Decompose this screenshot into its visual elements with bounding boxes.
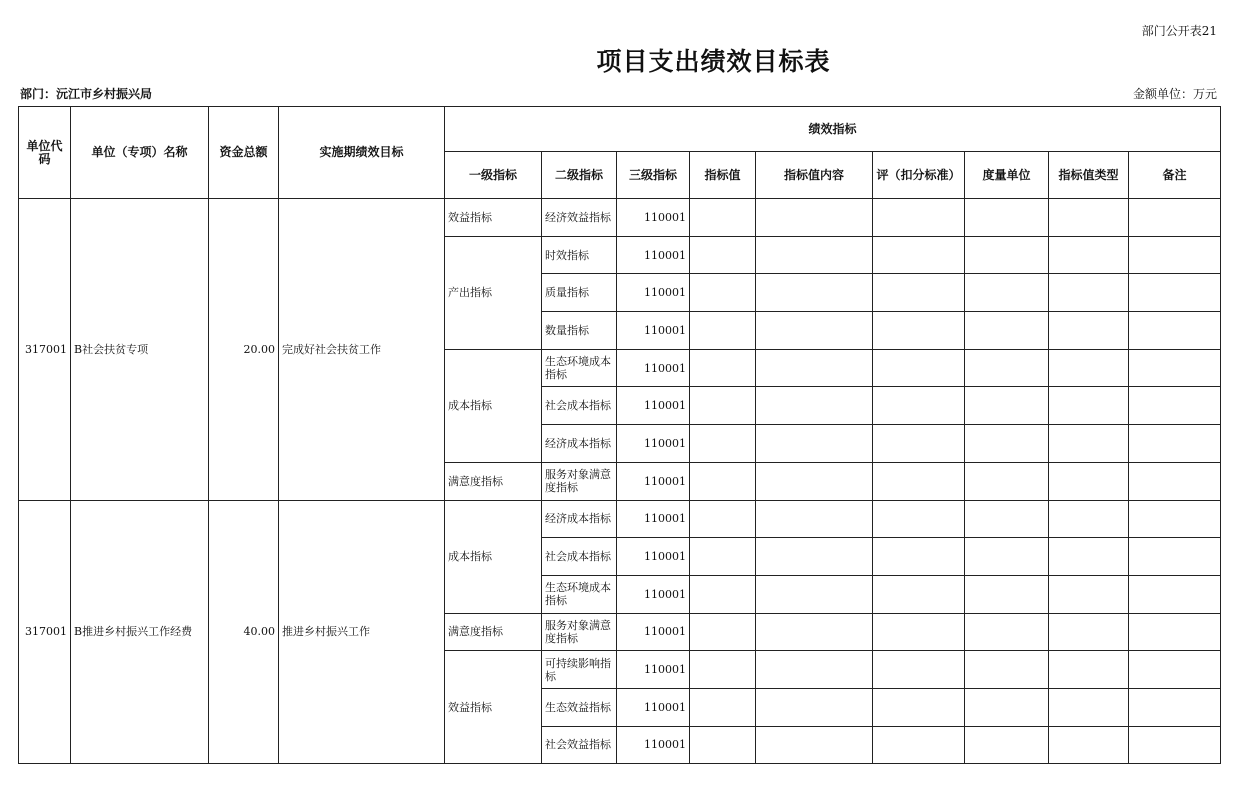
- remark-cell: [1129, 349, 1221, 387]
- value-cell: [690, 462, 756, 500]
- value-type-cell: [1049, 538, 1129, 576]
- value-content-cell: [756, 312, 873, 350]
- measure-unit-cell: [965, 349, 1049, 387]
- header-target: 实施期绩效目标: [279, 107, 445, 199]
- department-label: 部门：沅江市乡村振兴局: [20, 87, 153, 101]
- remark-cell: [1129, 274, 1221, 312]
- value-cell: [690, 425, 756, 463]
- level2-cell: 生态环境成本指标: [542, 349, 617, 387]
- level2-cell: 可持续影响指标: [542, 651, 617, 689]
- page-title: 项目支出绩效目标表: [596, 47, 831, 76]
- value-type-cell: [1049, 274, 1129, 312]
- level2-cell: 服务对象满意度指标: [542, 613, 617, 651]
- level2-cell: 经济成本指标: [542, 425, 617, 463]
- measure-unit-cell: [965, 462, 1049, 500]
- scoring-cell: [873, 500, 965, 538]
- scoring-cell: [873, 312, 965, 350]
- value-cell: [690, 199, 756, 237]
- value-type-cell: [1049, 500, 1129, 538]
- value-cell: [690, 236, 756, 274]
- level3-cell: 110001: [617, 575, 690, 613]
- value-content-cell: [756, 726, 873, 764]
- header-remark: 备注: [1129, 152, 1221, 199]
- value-content-cell: [756, 651, 873, 689]
- level3-cell: 110001: [617, 462, 690, 500]
- measure-unit-cell: [965, 575, 1049, 613]
- value-cell: [690, 387, 756, 425]
- remark-cell: [1129, 538, 1221, 576]
- header-unit-name: 单位（专项）名称: [71, 107, 209, 199]
- scoring-cell: [873, 651, 965, 689]
- value-type-cell: [1049, 387, 1129, 425]
- remark-cell: [1129, 688, 1221, 726]
- remark-cell: [1129, 726, 1221, 764]
- value-cell: [690, 575, 756, 613]
- level1-cell: 成本指标: [445, 349, 542, 462]
- scoring-cell: [873, 688, 965, 726]
- measure-unit-cell: [965, 613, 1049, 651]
- level3-cell: 110001: [617, 688, 690, 726]
- value-content-cell: [756, 613, 873, 651]
- remark-cell: [1129, 575, 1221, 613]
- level1-cell: 效益指标: [445, 199, 542, 237]
- scoring-cell: [873, 425, 965, 463]
- header-level3: 三级指标: [617, 152, 690, 199]
- unit-name-cell: B推进乡村振兴工作经费: [71, 500, 209, 764]
- value-type-cell: [1049, 651, 1129, 689]
- value-content-cell: [756, 462, 873, 500]
- scoring-cell: [873, 274, 965, 312]
- header-value-content: 指标值内容: [756, 152, 873, 199]
- level3-cell: 110001: [617, 387, 690, 425]
- level2-cell: 经济效益指标: [542, 199, 617, 237]
- value-type-cell: [1049, 575, 1129, 613]
- level2-cell: 社会效益指标: [542, 726, 617, 764]
- value-cell: [690, 688, 756, 726]
- remark-cell: [1129, 500, 1221, 538]
- measure-unit-cell: [965, 500, 1049, 538]
- measure-unit-cell: [965, 274, 1049, 312]
- value-content-cell: [756, 199, 873, 237]
- level1-cell: 产出指标: [445, 236, 542, 349]
- level3-cell: 110001: [617, 349, 690, 387]
- value-type-cell: [1049, 312, 1129, 350]
- value-type-cell: [1049, 349, 1129, 387]
- remark-cell: [1129, 312, 1221, 350]
- value-cell: [690, 538, 756, 576]
- level3-cell: 110001: [617, 500, 690, 538]
- scoring-cell: [873, 387, 965, 425]
- value-content-cell: [756, 274, 873, 312]
- level1-cell: 成本指标: [445, 500, 542, 613]
- level3-cell: 110001: [617, 274, 690, 312]
- scoring-cell: [873, 575, 965, 613]
- amount-unit-label: 金额单位：万元: [1132, 87, 1217, 101]
- value-content-cell: [756, 538, 873, 576]
- header-indicators: 绩效指标: [445, 107, 1221, 152]
- value-cell: [690, 613, 756, 651]
- measure-unit-cell: [965, 538, 1049, 576]
- level2-cell: 社会成本指标: [542, 387, 617, 425]
- header-scoring: 评（扣分标准）: [873, 152, 965, 199]
- total-funds-cell: 40.00: [209, 500, 279, 764]
- header-total-funds: 资金总额: [209, 107, 279, 199]
- scoring-cell: [873, 236, 965, 274]
- level1-cell: 满意度指标: [445, 613, 542, 651]
- level1-cell: 效益指标: [445, 651, 542, 764]
- unit-code-cell: 317001: [19, 500, 71, 764]
- value-type-cell: [1049, 425, 1129, 463]
- measure-unit-cell: [965, 688, 1049, 726]
- value-content-cell: [756, 387, 873, 425]
- value-cell: [690, 500, 756, 538]
- measure-unit-cell: [965, 651, 1049, 689]
- level3-cell: 110001: [617, 312, 690, 350]
- value-type-cell: [1049, 613, 1129, 651]
- value-cell: [690, 312, 756, 350]
- value-content-cell: [756, 500, 873, 538]
- table-row: [19, 500, 1221, 538]
- remark-cell: [1129, 199, 1221, 237]
- form-number: 部门公开表21: [1141, 24, 1217, 38]
- remark-cell: [1129, 613, 1221, 651]
- value-type-cell: [1049, 199, 1129, 237]
- level3-cell: 110001: [617, 613, 690, 651]
- value-type-cell: [1049, 462, 1129, 500]
- scoring-cell: [873, 462, 965, 500]
- level2-cell: 服务对象满意度指标: [542, 462, 617, 500]
- value-cell: [690, 349, 756, 387]
- measure-unit-cell: [965, 312, 1049, 350]
- level3-cell: 110001: [617, 538, 690, 576]
- value-cell: [690, 651, 756, 689]
- unit-name-cell: B社会扶贫专项: [71, 199, 209, 501]
- remark-cell: [1129, 651, 1221, 689]
- header-level1: 一级指标: [445, 152, 542, 199]
- level2-cell: 经济成本指标: [542, 500, 617, 538]
- value-content-cell: [756, 236, 873, 274]
- level3-cell: 110001: [617, 236, 690, 274]
- performance-table: [18, 106, 1221, 764]
- target-cell: 推进乡村振兴工作: [279, 500, 445, 764]
- level1-cell: 满意度指标: [445, 462, 542, 500]
- level2-cell: 社会成本指标: [542, 538, 617, 576]
- measure-unit-cell: [965, 726, 1049, 764]
- measure-unit-cell: [965, 425, 1049, 463]
- level2-cell: 质量指标: [542, 274, 617, 312]
- table-row: [19, 199, 1221, 237]
- header-level2: 二级指标: [542, 152, 617, 199]
- value-content-cell: [756, 575, 873, 613]
- header-value: 指标值: [690, 152, 756, 199]
- level3-cell: 110001: [617, 726, 690, 764]
- level3-cell: 110001: [617, 199, 690, 237]
- scoring-cell: [873, 199, 965, 237]
- header-measure-unit: 度量单位: [965, 152, 1049, 199]
- level2-cell: 生态效益指标: [542, 688, 617, 726]
- level3-cell: 110001: [617, 425, 690, 463]
- remark-cell: [1129, 425, 1221, 463]
- target-cell: 完成好社会扶贫工作: [279, 199, 445, 501]
- value-cell: [690, 274, 756, 312]
- level2-cell: 生态环境成本指标: [542, 575, 617, 613]
- scoring-cell: [873, 538, 965, 576]
- value-type-cell: [1049, 688, 1129, 726]
- measure-unit-cell: [965, 199, 1049, 237]
- scoring-cell: [873, 726, 965, 764]
- scoring-cell: [873, 349, 965, 387]
- header-value-type: 指标值类型: [1049, 152, 1129, 199]
- measure-unit-cell: [965, 387, 1049, 425]
- measure-unit-cell: [965, 236, 1049, 274]
- level2-cell: 时效指标: [542, 236, 617, 274]
- level3-cell: 110001: [617, 651, 690, 689]
- value-content-cell: [756, 349, 873, 387]
- remark-cell: [1129, 462, 1221, 500]
- scoring-cell: [873, 613, 965, 651]
- level2-cell: 数量指标: [542, 312, 617, 350]
- header-unit-code: 单位代码: [19, 107, 71, 199]
- value-cell: [690, 726, 756, 764]
- total-funds-cell: 20.00: [209, 199, 279, 501]
- value-type-cell: [1049, 236, 1129, 274]
- table-body: [19, 199, 1221, 764]
- value-content-cell: [756, 425, 873, 463]
- remark-cell: [1129, 387, 1221, 425]
- remark-cell: [1129, 236, 1221, 274]
- unit-code-cell: 317001: [19, 199, 71, 501]
- value-type-cell: [1049, 726, 1129, 764]
- value-content-cell: [756, 688, 873, 726]
